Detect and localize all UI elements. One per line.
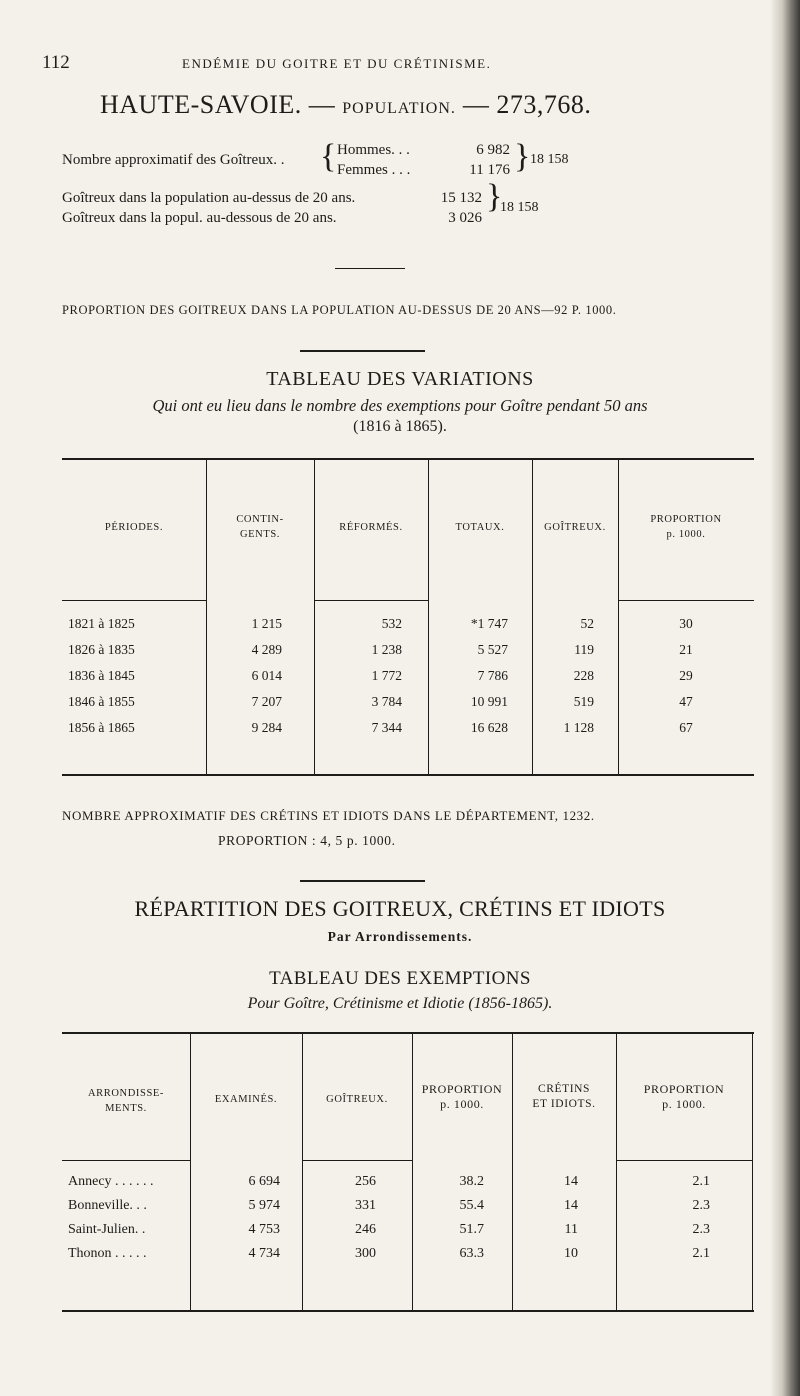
sex-total: 18 158 <box>530 152 569 167</box>
col-header-reformes: RÉFORMÉS. <box>339 522 403 533</box>
cell-proportion: 67 <box>679 720 693 735</box>
cell-goitreux: 300 <box>355 1246 376 1261</box>
brace-left: { <box>320 138 337 175</box>
col-header-examines: EXAMINÉS. <box>214 1094 278 1105</box>
running-head <box>42 52 762 82</box>
cell-cretins: 14 <box>564 1198 578 1213</box>
variations-subtitle: Qui ont eu lieu dans le nombre des exemptions pour Goître pendant 50 ans <box>152 396 648 415</box>
cretins-line: NOMBRE APPROXIMATIF DES CRÉTINS ET IDIOTS DANS LE DÉPARTEMENT, 1232. <box>62 808 595 823</box>
under20-value: 3 026 <box>448 210 482 226</box>
cell-goitreux: 519 <box>573 694 594 709</box>
col-header-contingents: CONTIN- GENTS. <box>236 514 284 540</box>
age-total: 18 158 <box>500 200 539 215</box>
variations-years: (1816 à 1865). <box>353 418 447 435</box>
col-header-goitreux: GOÎTREUX. <box>326 1094 388 1105</box>
cell-totaux: 16 628 <box>470 720 508 735</box>
cell-goitreux: 246 <box>355 1222 376 1237</box>
cell-cretins: 14 <box>564 1174 578 1189</box>
cell-goitreux: 1 128 <box>563 720 594 735</box>
repartition-subtitle: Par Arrondissements. <box>327 929 473 944</box>
cell-proportion-goitreux: 63.3 <box>459 1246 484 1261</box>
exemptions-subtitle: Pour Goître, Crétinisme et Idiotie (1856-1865). <box>247 995 553 1012</box>
variations-title: TABLEAU DES VARIATIONS <box>266 368 534 390</box>
proportion-line: PROPORTION DES GOITREUX DANS LA POPULATION AU-DESSUS DE 20 ANS—92 P. 1000. <box>62 303 617 317</box>
title-dash: — <box>308 90 336 119</box>
brace-age: } <box>486 178 503 215</box>
variations-table <box>62 458 754 776</box>
cell-proportion-goitreux: 51.7 <box>459 1222 484 1237</box>
over20-label: Goîtreux dans la population au-dessus de 20 ans. <box>62 190 356 206</box>
cell-examines: 6 694 <box>248 1174 280 1189</box>
region-name: HAUTE-SAVOIE. <box>100 90 302 119</box>
cell-proportion: 29 <box>679 668 693 683</box>
col-header-proportion: PROPORTION p. 1000. <box>650 514 722 540</box>
col-header-periodes: PÉRIODES. <box>104 522 164 533</box>
cell-totaux: 5 527 <box>477 642 508 657</box>
brace-right: } <box>514 138 531 175</box>
approx-label: Nombre approximatif des Goîtreux. . <box>62 152 285 168</box>
women-label: Femmes . . . <box>337 162 411 178</box>
cell-periode: 1836 à 1845 <box>68 668 135 683</box>
cell-periode: 1856 à 1865 <box>68 720 135 735</box>
men-label: Hommes. . . <box>337 142 410 158</box>
cell-goitreux: 256 <box>355 1174 376 1189</box>
separator-rule <box>300 880 425 882</box>
col-header-proportion-cretins: PROPORTION p. 1000. <box>643 1082 725 1111</box>
cell-arrondissement: Bonneville. . . <box>68 1198 147 1213</box>
cell-goitreux: 228 <box>573 668 594 683</box>
cell-proportion-goitreux: 38.2 <box>459 1174 484 1189</box>
cell-reformes: 532 <box>381 616 402 631</box>
cell-examines: 4 734 <box>248 1246 280 1261</box>
cell-totaux: 10 991 <box>470 694 508 709</box>
population-label: POPULATION. <box>342 100 456 117</box>
title-dash: — <box>462 90 490 119</box>
cell-proportion-cretins: 2.1 <box>692 1246 710 1261</box>
cell-arrondissement: Thonon . . . . . <box>68 1246 147 1261</box>
cell-proportion: 30 <box>679 616 693 631</box>
cell-contingents: 7 207 <box>251 694 282 709</box>
cell-cretins: 11 <box>564 1222 578 1237</box>
cell-goitreux: 52 <box>580 616 594 631</box>
cell-contingents: 6 014 <box>251 668 282 683</box>
cell-proportion: 47 <box>679 694 693 709</box>
cell-proportion-goitreux: 55.4 <box>459 1198 484 1213</box>
cell-contingents: 9 284 <box>251 720 282 735</box>
main-title <box>100 90 591 120</box>
running-title: ENDÉMIE DU GOITRE ET DU CRÉTINISME. <box>182 56 492 71</box>
repartition-title: RÉPARTITION DES GOITREUX, CRÉTINS ET IDIOTS <box>134 896 666 921</box>
cell-totaux: 7 786 <box>477 668 508 683</box>
cell-goitreux: 119 <box>574 642 594 657</box>
col-header-cretins: CRÉTINS ET IDIOTS. <box>532 1083 596 1110</box>
col-header-proportion-goitreux: PROPORTION p. 1000. <box>421 1082 503 1111</box>
cell-reformes: 3 784 <box>371 694 402 709</box>
women-value: 11 176 <box>469 162 510 178</box>
cell-goitreux: 331 <box>355 1198 376 1213</box>
cell-examines: 4 753 <box>248 1222 280 1237</box>
cell-periode: 1826 à 1835 <box>68 642 135 657</box>
men-value: 6 982 <box>476 142 510 158</box>
cell-proportion: 21 <box>679 642 693 657</box>
over20-value: 15 132 <box>440 190 482 206</box>
population-value: 273,768. <box>496 90 592 119</box>
col-header-arrondissements: ARRONDISSE- MENTS. <box>87 1088 165 1114</box>
col-header-totaux: TOTAUX. <box>455 522 505 533</box>
cell-periode: 1821 à 1825 <box>68 616 135 631</box>
cell-cretins: 10 <box>564 1246 578 1261</box>
cell-reformes: 7 344 <box>371 720 402 735</box>
cretins-proportion: PROPORTION : 4, 5 p. 1000. <box>218 833 396 848</box>
separator-rule <box>335 268 405 269</box>
col-header-goitreux: GOÎTREUX. <box>544 522 606 533</box>
cell-reformes: 1 772 <box>371 668 402 683</box>
cell-proportion-cretins: 2.3 <box>692 1222 710 1237</box>
cell-proportion-cretins: 2.3 <box>692 1198 710 1213</box>
cell-contingents: 1 215 <box>251 616 282 631</box>
goitre-counts <box>62 140 782 250</box>
cell-periode: 1846 à 1855 <box>68 694 135 709</box>
cell-arrondissement: Annecy . . . . . . <box>68 1174 154 1189</box>
cell-arrondissement: Saint-Julien. . <box>68 1222 146 1237</box>
exemptions-table <box>62 1032 754 1312</box>
cell-totaux: *1 747 <box>470 616 508 631</box>
page-number: 112 <box>42 52 70 73</box>
under20-label: Goîtreux dans la popul. au-dessous de 20 ans. <box>62 210 337 226</box>
cell-examines: 5 974 <box>248 1198 280 1213</box>
cell-contingents: 4 289 <box>251 642 282 657</box>
cell-proportion-cretins: 2.1 <box>692 1174 710 1189</box>
cell-reformes: 1 238 <box>371 642 402 657</box>
exemptions-title: TABLEAU DES EXEMPTIONS <box>269 968 531 989</box>
separator-rule <box>300 350 425 352</box>
